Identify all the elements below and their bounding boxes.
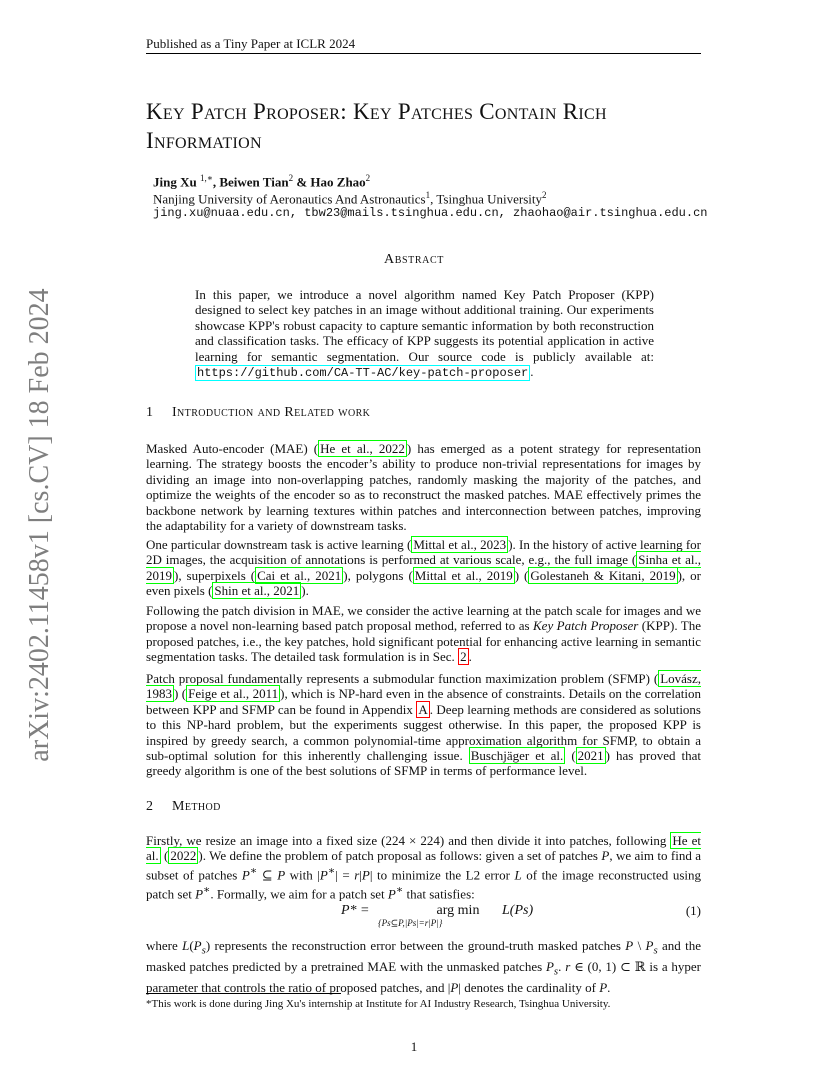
footnote-rule bbox=[146, 993, 341, 994]
section-1-paragraph-4: Patch proposal fundamentally represents a submodular function maximization problem (SFMP) ( Lovász, 1983 ) ( Feige et al., 2011 ), which is NP-hard even in the absence of constraints. Details on the correlation between KPP and SFMP can be found in Appendix A . Deep learning methods are considered as solutions to this NP-hard problem, but the experiments suggest otherwise. In this paper, the proposed KPP is inspired by greedy search, a common polynomial-time approximation algorithm for SFMP, to obtain a sub-optimal solution for this inherently challenging issue. Buschjäger et al. ( 2021 ) has proved that greedy algorithm is one of the best solutions of SFMP in terms of performance level. bbox=[146, 671, 701, 779]
equation-number: (1) bbox=[685, 903, 701, 918]
section-1-heading bbox=[146, 405, 370, 421]
section-2-title: Method bbox=[172, 799, 221, 814]
header-rule bbox=[146, 53, 701, 54]
citation-link[interactable]: He et al., 2022 bbox=[320, 441, 405, 456]
citation-link[interactable]: Mittal et al., 2019 bbox=[414, 567, 513, 583]
section-1-number: 1 bbox=[146, 405, 154, 420]
section-2-paragraph-2: where $L(P_s)$ represents the reconstruction error between the ground-truth masked patches P \ $P_s$ and the masked patches predicted by a pretrained MAE with the unmasked patches $P_s$. r ∈ (0, 1) ⊂ ℝ is a hyper parameter that controls the ratio of proposed patches, and |P| denotes the cardinality of P. bbox=[146, 938, 701, 995]
citation-link[interactable]: He et al. bbox=[146, 833, 701, 864]
section-1-paragraph-2: One particular downstream task is active learning ( Mittal et al., 2023 ). In the history of active learning for 2D images, the acquisition of annotations is performed at various scale, e.g., the full image ( Sinha et al., 2019 ), superpixels ( Cai et al., 2021 ), polygons ( Mittal et al., 2019 ) ( Golestaneh & Kitani, 2019 ), or even pixels ( Shin et al., 2021 ). bbox=[146, 537, 701, 599]
equation-constraint: {Ps⊆P,|Ps|=r|P|} bbox=[378, 918, 443, 928]
page-number: 1 bbox=[410, 1039, 418, 1054]
source-code-link[interactable]: https://github.com/CA-TT-AC/key-patch-proposer bbox=[197, 366, 529, 381]
abstract-body: In this paper, we introduce a novel algorithm named Key Patch Proposer (KPP) designed to select key patches in an image without additional training. Our experiments showcase KPP's robust capacity to capture semantic information by both reconstruction and classification tasks. The efficacy of KPP suggests its potential application in active learning for semantic segmentation. Our source code is publicly available at: bbox=[195, 287, 654, 364]
arxiv-side-stamp bbox=[20, 285, 60, 765]
citation-link[interactable]: Sinha et al., 2019 bbox=[146, 552, 701, 583]
section-2-number: 2 bbox=[146, 799, 154, 814]
equation-lhs: P* = bbox=[341, 903, 370, 918]
running-header: Published as a Tiny Paper at ICLR 2024 bbox=[146, 36, 356, 51]
section-reference-link[interactable]: 2 bbox=[460, 649, 467, 665]
arxiv-id: arXiv:2402.11458v1 [cs.CV] 18 Feb 2024 bbox=[24, 288, 55, 762]
footnote: *This work is done during Jing Xu's internship at Institute for AI Industry Research, Tsinghua University. bbox=[146, 998, 611, 1010]
section-1-title: Introduction and Related work bbox=[172, 405, 371, 420]
author-emails[interactable]: jing.xu@nuaa.edu.cn, tbw23@mails.tsinghua.edu.cn, zhaohao@air.tsinghua.edu.cn bbox=[153, 206, 708, 220]
citation-link[interactable]: 2021 bbox=[577, 748, 604, 764]
title-line-1: Key Patch Proposer: Key Patches Contain Rich bbox=[146, 99, 607, 124]
section-1-paragraph-1: Masked Auto-encoder (MAE) ( He et al., 2022 ) has emerged as a potent strategy for representation learning. The strategy boosts the encoder’s ability to produce non-trivial representations for images by dividing an image into non-overlapping patches, randomly masking the majority of the patches, and optimize the weights of the encoder so as to reconstruct the masked patches. MAE effectively primes the backbone network by learning textures within patches and interconnection between patches, improving the adaptability for a variety of downstream tasks. bbox=[146, 441, 701, 534]
abstract-heading: Abstract bbox=[384, 252, 444, 267]
citation-link[interactable]: Mittal et al., 2023 bbox=[413, 537, 507, 552]
equation-rhs: L(Ps) bbox=[502, 903, 534, 918]
equation-operator: arg min bbox=[436, 903, 480, 918]
citation-link[interactable]: Cai et al., 2021 bbox=[257, 567, 342, 583]
citation-link[interactable]: 2022 bbox=[170, 848, 197, 864]
section-2-paragraph-1: Firstly, we resize an image into a fixed size (224 × 224) and then divide it into patches, following He et al. ( 2022 ). We define the problem of patch proposal as follows: given a set of patches P, we aim to find a subset of patches P∗ ⊆ P with |P∗| = r|P| to minimize the L2 error L of the image reconstructed using patch set P∗. Formally, we aim for a patch set P∗ that satisfies: bbox=[146, 833, 701, 901]
appendix-reference-link[interactable]: A bbox=[418, 701, 428, 717]
paper-title bbox=[146, 97, 711, 155]
equation-1 bbox=[146, 900, 701, 940]
citation-link[interactable]: Buschjäger et al. bbox=[470, 748, 564, 764]
section-2-heading bbox=[146, 799, 221, 815]
section-1-paragraph-3: Following the patch division in MAE, we consider the active learning at the patch scale for images and we propose a novel non-learning based patch proposal method, referred to as Key Patch Proposer (KPP). The proposed patches, i.e., the key patches, hold significant potential for enhancing active learning in semantic segmentation tasks. The detailed task formulation is in Sec. 2 . bbox=[146, 603, 701, 665]
citation-link[interactable]: Shin et al., 2021 bbox=[214, 583, 300, 599]
affiliations: Nanjing University of Aeronautics And Astronautics$^1$, Tsinghua University$^2$ bbox=[153, 190, 547, 207]
citation-link[interactable]: Golestaneh & Kitani, 2019 bbox=[530, 567, 676, 583]
abstract-text: In this paper, we introduce a novel algorithm named Key Patch Proposer (KPP) designed to select key patches in an image without additional training. Our experiments showcase KPP's robust capacity to capture semantic information by both reconstruction and classification tasks. The efficacy of KPP suggests its potential application in active learning for semantic segmentation. Our source code is publicly available at: https://github.com/CA-TT-AC/key-patch-proposer . bbox=[195, 287, 654, 381]
citation-link[interactable]: Feige et al., 2011 bbox=[188, 686, 279, 702]
citation-link[interactable]: Lovász, 1983 bbox=[146, 671, 701, 702]
author-list: Jing Xu $^{1,∗}$, Beiwen Tian$^2$ & Hao Zhao$^2$ bbox=[153, 173, 371, 190]
title-line-2: Information bbox=[146, 128, 262, 153]
